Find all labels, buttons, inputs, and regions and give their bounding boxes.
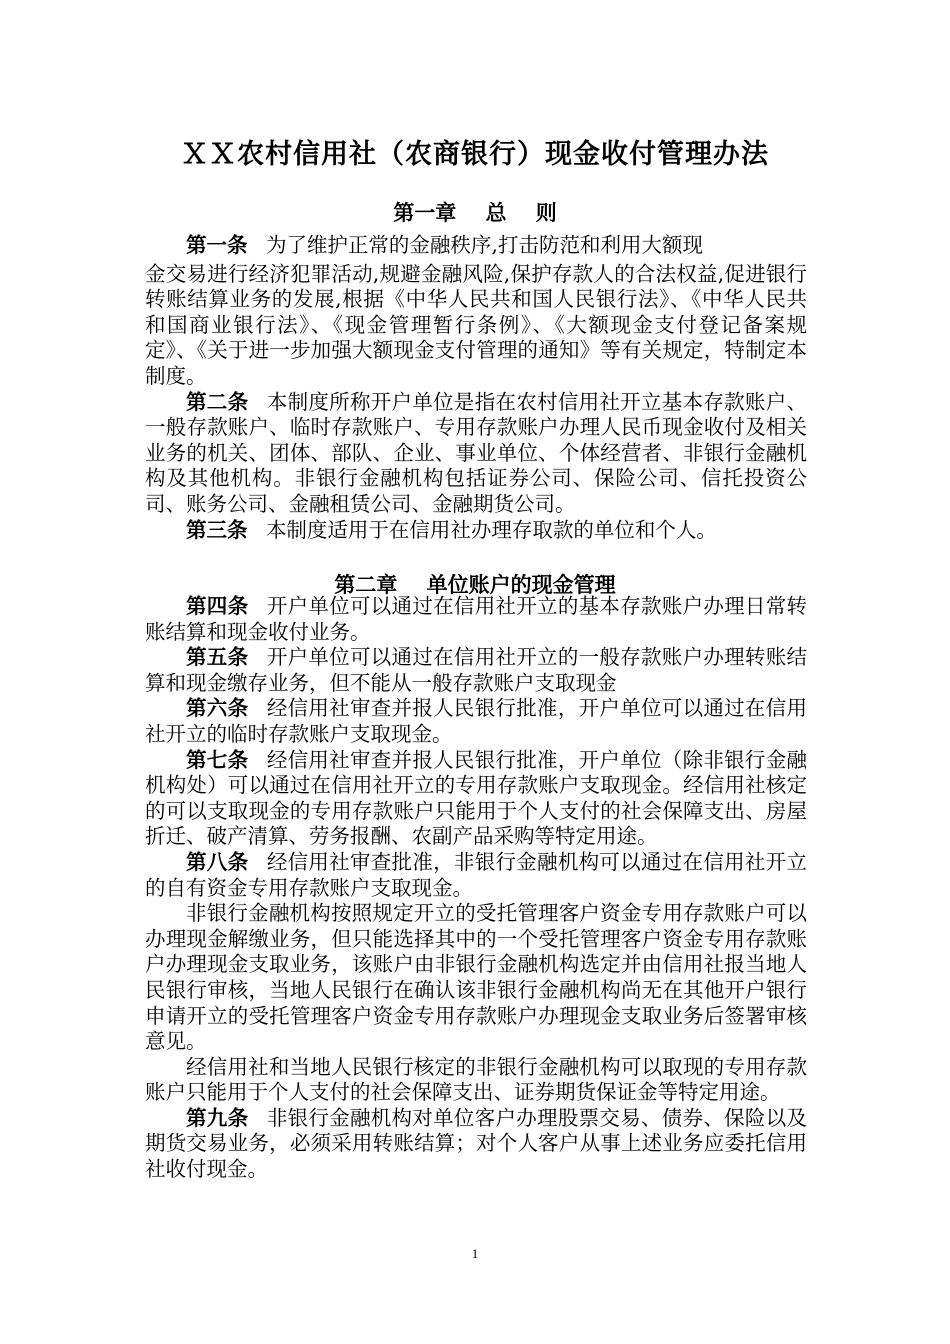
article-6 bbox=[145, 696, 807, 747]
article-1-rest: 金交易进行经济犯罪活动,规避金融风险,保护存款人的合法权益,促进银行转账结算业务的发展,根据《中华人民共和国人民银行法》、《中华人民共和国商业银行法》、《现金管理暂行条例》、《大额现金支付登记备案规定》、《关于进一步加强大额现金支付管理的通知》等有关规定，特制定本制度。 bbox=[145, 261, 807, 388]
article-9-text: 非银行金融机构对单位客户办理股票交易、债券、保险以及期货交易业务，必须采用转账结算；对个人客户从事上述业务应委托信用社收付现金。 bbox=[145, 1105, 808, 1182]
article-3-text: 本制度适用于在信用社办理存取款的单位和个人。 bbox=[265, 517, 717, 542]
article-2 bbox=[145, 390, 807, 518]
article-8-paragraph-2: 非银行金融机构按照规定开立的受托管理客户资金专用存款账户可以办理现金解缴业务，但只能选择其中的一个受托管理客户资金专用存款账户办理现金支取业务，该账户由非银行金融机构选定并由信用社报当地人民银行审核，当地人民银行在确认该非银行金融机构尚无在其他开户银行申请开立的受托管理客户资金专用存款账户办理现金支取业务后签署审核意见。 bbox=[145, 901, 807, 1054]
article-1-label: 第一条 bbox=[186, 233, 248, 257]
article-7 bbox=[145, 748, 807, 850]
article-8-label: 第八条 bbox=[186, 849, 249, 874]
article-2-text: 本制度所称开户单位是指在农村信用社开立基本存款账户、一般存款账户、临时存款账户、专用存款账户办理人民币现金收付及相关业务的机关、团体、部队、企业、事业单位、个体经营者、非银行金融机构及其他机构。非银行金融机构包括证券公司、保险公司、信托投资公司、账务公司、金融租赁公司、金融期货公司。 bbox=[145, 389, 808, 516]
article-6-label: 第六条 bbox=[186, 696, 249, 721]
document-title: ＸＸ农村信用社（农商银行）现金收付管理办法 bbox=[181, 139, 769, 170]
article-5-label: 第五条 bbox=[186, 645, 249, 670]
article-8-text: 经信用社审查批准，非银行金融机构可以通过在信用社开立的自有资金专用存款账户支取现金。 bbox=[145, 849, 808, 900]
article-5-text: 开户单位可以通过在信用社开立的一般存款账户办理转账结算和现金缴存业务，但不能从一般存款账户支取现金 bbox=[145, 645, 808, 695]
article-5 bbox=[145, 645, 807, 696]
article-8 bbox=[145, 850, 807, 901]
article-7-text: 经信用社审查并报人民银行批准，开户单位（除非银行金融机构处）可以通过在信用社开立的专用存款账户支取现金。经信用社核定的可以支取现金的专用存款账户只能用于个人支付的社会保障支出、房屋折迁、破产清算、劳务报酬、农副产品采购等特定用途。 bbox=[145, 747, 808, 849]
article-3 bbox=[145, 518, 807, 544]
article-1-first-text: 为了维护正常的金融秩序,打击防范和利用大额现 bbox=[265, 233, 703, 257]
article-9-label: 第九条 bbox=[186, 1105, 249, 1130]
article-2-label: 第二条 bbox=[186, 389, 249, 414]
chapter-heading-2: 第二章 单位账户的现金管理 bbox=[334, 573, 616, 597]
article-9 bbox=[145, 1106, 807, 1183]
article-4 bbox=[145, 594, 807, 645]
article-6-text: 经信用社审查并报人民银行批准，开户单位可以通过在信用社开立的临时存款账户支取现金。 bbox=[145, 696, 808, 746]
chapter-1-body bbox=[145, 233, 807, 543]
article-4-label: 第四条 bbox=[186, 594, 249, 618]
article-7-label: 第七条 bbox=[186, 747, 249, 772]
page-number: 1 bbox=[471, 1246, 479, 1261]
article-4-text: 开户单位可以通过在信用社开立的基本存款账户办理日常转账结算和现金收付业务。 bbox=[145, 594, 808, 644]
article-3-label: 第三条 bbox=[186, 517, 248, 542]
article-8-paragraph-3: 经信用社和当地人民银行核定的非银行金融机构可以取现的专用存款账户只能用于个人支付的社会保障支出、证券期货保证金等特定用途。 bbox=[145, 1054, 807, 1105]
article-1-first-line bbox=[145, 233, 807, 259]
chapter-2-body bbox=[145, 594, 807, 1183]
chapter-heading-1: 第一章 总 则 bbox=[393, 201, 557, 225]
